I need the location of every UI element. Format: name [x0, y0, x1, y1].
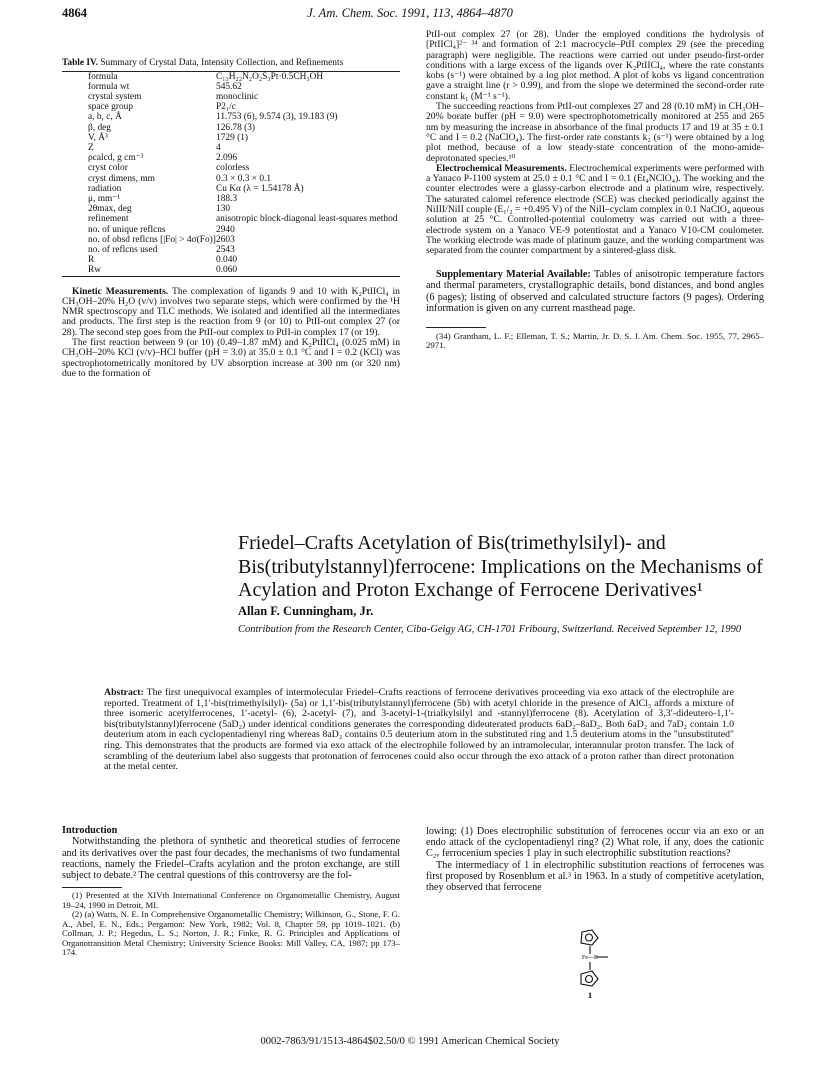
journal-header: J. Am. Chem. Soc. 1991, 113, 4864–4870	[307, 6, 513, 20]
intro-right-paragraph-2: The intermediacy of 1 in electrophilic substitution reactions of ferrocenes was first proposed by Rosenblum et al.³ in 1963. In a study of competitive acetylation, they observed that ferrocene	[426, 859, 764, 894]
table-row	[62, 163, 400, 173]
table-row-value: 0.060	[216, 265, 238, 276]
table-row-label: ρcalcd, g cm⁻³	[88, 153, 144, 164]
table-row	[62, 112, 400, 122]
bottom-cp-ring	[581, 971, 598, 986]
abstract-text: The first unequivocal examples of intermolecular Friedel–Crafts reactions of ferrocene derivatives proceeding via exo attack of the electrophile are reported. Treatment of 1,1′-bis(trimethylsilyl)- (5a) or 1,1′-bis(tributylstannyl)ferrocene (5b) with acetyl chloride in the presence of AlCl₃ affords a mixture of three isomeric acetylferrocenes, 1′-acetyl- (6), 2-acetyl- (7), and 3-acetyl-1-(trialkylsilyl and -stannyl)ferrocene (8). Acetylation of 3,3′-dideutero-1,1′-bis(tributylstannyl)ferrocene (5aD₂) under identical conditions generates the corresponding dideuterated products 6aD₂–8aD₂. Both 6aD₂ and 7aD₂ contain 1.0 deuterium atom in each cyclopentadienyl ring whereas 8aD₂ contains 0.5 deuterium atom in the substituted ring and 1.5 deuterium atoms in the "unsubstituted" ring. This demonstrates that the products are formed via exo attack of the electrophile followed by an intramolecular, interannular proton transfer. The lack of scrambling of the deuterium label also suggests that protonation of ferrocenes could also occur through the exo attack of a proton rather than direct protonation at the metal center.	[104, 687, 734, 773]
table-row-label: Z	[88, 142, 94, 153]
article-author: Allan F. Cunningham, Jr.	[238, 604, 374, 618]
table-row-value: 2940	[216, 224, 235, 235]
table-row	[62, 255, 400, 265]
intro-paragraph-1: Notwithstanding the plethora of synthetic and theoretical studies of ferrocene and its derivatives over the past four decades, the mechanisms of two fundamental reactions, namely the Friedel–Crafts acylation and the proton exchange, are still subject to debate.² The central questions of this controversy are the fol-	[62, 836, 400, 881]
table-row-value: colorless	[216, 163, 250, 174]
table-row-label: formula	[88, 71, 118, 82]
kinetic-paragraph-2: The first reaction between 9 (or 10) (0.49–1.87 mM) and K₂PtIICl₄ (0.025 mM) in CH₃OH–20% KCl (v/v)–HCl buffer (pH = 3.0) at 35.0 ± 0.1 °C and I = 0.2 (KCl) was spectrophotometrically monitored by UV absorption increase at 300 nm (or 320 nm) due to the formation of	[62, 337, 400, 379]
table-row	[62, 265, 400, 275]
table-row	[62, 72, 400, 82]
supp-paragraph: Tables of anisotropic temperature factors and thermal parameters, crystallographic details, bond distances, and bond angles (6 pages); listing of observed and calculated structure factors (9 pages). Ordering information is given on any current masthead page.	[426, 268, 764, 315]
abstract	[104, 688, 734, 773]
intro-right-paragraph-1: lowing: (1) Does electrophilic substitution of ferrocenes occur via an exo or an endo attack of the cyclopentadienyl ring? (2) What role, if any, does the cationic C₂ᵥ ferrocenium species 1 play in such electrophilic substitution reactions?	[426, 826, 764, 860]
table-row	[62, 143, 400, 153]
table-row-value: 126.78 (3)	[216, 122, 256, 133]
kinetic-heading: Kinetic Measurements.	[72, 285, 169, 297]
article-title: Friedel–Crafts Acetylation of Bis(trimethylsilyl)- and Bis(tributylstannyl)ferrocene: Implications on the Mechanisms of Acylation and Proton Exchange of Ferrocene Derivatives¹	[238, 532, 763, 601]
supp-heading: Supplementary Material Available:	[436, 268, 591, 280]
structure-number: 1	[588, 991, 592, 1000]
table-row	[62, 225, 400, 235]
table-row-value: anisotropic block-diagonal least-squares method	[216, 214, 398, 225]
table-caption	[62, 58, 400, 69]
table-row-label: refinement	[88, 214, 129, 225]
table-row-label: Rw	[88, 265, 102, 276]
table-row-label: no. of obsd reflcns [|Fo| > 4σ(Fo)]	[88, 234, 216, 245]
table-row	[62, 82, 400, 92]
footnote-2: (2) (a) Watts, N. E. In Comprehensive Organometallic Chemistry; Wilkinson, G., Stone, F. G. A., Abel, E. N., Eds.; Pergamon: New York, 1982; Vol. 8, Chapter 59, pp 1019–1021. (b) Collman, J. P.; Hegedus, L. S.; Norton, J. R.; Finke, R. G. Principles and Applications of Organotransition Metal Chemistry; University Science Books: Mill Valley, CA, 1987; pp 173–174.	[62, 909, 400, 958]
table-row-value: 545.62	[216, 81, 242, 92]
top-ring-circle	[586, 934, 593, 941]
table-row-label: a, b, c, Å	[88, 112, 122, 123]
table-row	[62, 153, 400, 163]
fe-e-label: Fe—E	[582, 955, 598, 961]
table-row-value: 2603	[216, 234, 235, 245]
intro-right-column	[426, 826, 764, 893]
table-bottom-rule	[62, 276, 400, 277]
table-row-value: 0.3 × 0.3 × 0.1	[216, 173, 272, 184]
table-row	[62, 184, 400, 194]
table-row-label: cryst color	[88, 163, 128, 174]
footnote-1: (1) Presented at the XIVth International Conference on Organometallic Chemistry, August 19–24, 1990 in Detroit, MI.	[62, 890, 400, 910]
table-row	[62, 194, 400, 204]
table-row	[62, 92, 400, 102]
table-row-label: radiation	[88, 183, 122, 194]
table-row-value: P2₁/c	[216, 102, 236, 113]
echem-heading: Electrochemical Measurements.	[436, 162, 567, 174]
table-row-value: 1729 (1)	[216, 132, 249, 143]
left-column	[62, 58, 400, 379]
table-row-value: 2543	[216, 244, 235, 255]
abstract-heading: Abstract:	[104, 687, 144, 698]
table-row-value: Cu Kα (λ = 1.54178 Å)	[216, 183, 304, 194]
table-row-label: cryst dimens, mm	[88, 173, 155, 184]
table-row	[62, 174, 400, 184]
kinetic-paragraph-1: The complexation of ligands 9 and 10 with K₂PtIICl₄ in CH₃OH–20% H₂O (v/v) involves two separate steps, which were confirmed by the ¹H NMR spectroscopy and TLC methods. We isolated and identified all the intermediates and products. The first step is the reaction from 9 (or 10) to PtII-out complex 27 (or 28). The second step goes from the PtII-out complex to PtII-in complex 17 (or 19).	[62, 285, 400, 338]
table-row	[62, 102, 400, 112]
table-row-label: crystal system	[88, 91, 142, 102]
table-row-label: formula wt	[88, 81, 130, 92]
table-row	[62, 133, 400, 143]
table-row-value: 188.3	[216, 193, 238, 204]
intro-heading: Introduction	[62, 825, 118, 836]
table-row-label: space group	[88, 102, 134, 113]
page-footer: 0002-7863/91/1513-4864$02.50/0 © 1991 American Chemical Society	[260, 1036, 560, 1047]
article-affiliation: Contribution from the Research Center, Ciba-Geigy AG, CH-1701 Fribourg, Switzerland. Received September 12, 1990	[238, 624, 742, 635]
table-row-value: 11.753 (6), 9.574 (3), 19.183 (9)	[216, 112, 338, 123]
table-row	[62, 123, 400, 133]
right-paragraph-2: The succeeding reactions from PtII-out complexes 27 and 28 (0.10 mM) in CH₃OH–20% borate buffer (pH = 9.0) were spectrophotometrically monitored at 255 and 265 nm by measuring the increase in absorbance of the final products 17 and 19 at 35 ± 0.1 °C and I = 0.2 (NaClO₄). The first-order rate constants k₂ (s⁻¹) were obtained by a log plot method, because of a low steady-state concentration of the mono-amide-deprotonated species.¹⁰	[426, 101, 764, 164]
table-row-label: V, Å³	[88, 132, 108, 143]
table-row-value: 4	[216, 142, 221, 153]
table-row	[62, 235, 400, 245]
top-cp-ring	[581, 930, 598, 945]
table-title: Summary of Crystal Data, Intensity Collection, and Refinements	[100, 58, 344, 68]
table-row-label: no. of unique reflcns	[88, 224, 166, 235]
table-row-label: R	[88, 255, 95, 266]
table-row-value: 0.040	[216, 255, 238, 266]
table-row-label: no. of reflcns used	[88, 244, 158, 255]
table-row-value: 130	[216, 204, 231, 215]
table-row-label: μ, mm⁻¹	[88, 193, 121, 204]
table-row-value: C₁₃H₂₂N₂O₂S₃Pt·0.5CH₃OH	[216, 71, 324, 82]
table-row	[62, 204, 400, 214]
echem-paragraph: Electrochemical experiments were performed with a Yanaco P-1100 system at 25.0 ± 0.1 °C and I = 0.1 (Et₄NClO₄). The working and the counter electrodes were a glassy-carbon electrode and a platinum wire, respectively. The saturated calomel reference electrode (SCE) was checked periodically against the NiIII/NiII couple (E₁/₂ = +0.495 V) of the NiII–cyclam complex in 0.1 NaClO₄ aqueous solution at 25 °C. Controlled-potential coulometry was carried out with a three-electrode system on a Yanaco VE-9 potentiostat and a Yanaco V10-CM coulometer. The working electrode was made of platinum gauze, and the working compartment was separated from the counter compartment by a sintered-glass disk.	[426, 162, 764, 257]
page-number: 4864	[62, 6, 87, 20]
table-row	[62, 214, 400, 224]
right-column	[426, 30, 764, 351]
footnote-rule	[426, 327, 486, 328]
right-paragraph-1: PtII-out complex 27 (or 28). Under the employed conditions the hydrolysis of [PtIICl₄]²⁻ ³⁴ and formation of 2:1 macrocycle–PtII complex 29 (see the preceding paragraph) were negligible. The reactions were carried out under pseudo-first-order conditions with a large excess of the ligands over K₂PtIICl₄, where the rate constants kobs (s⁻¹) were obtained by a log plot method. A plot of kobs vs ligand concentration gave a straight line (r > 0.99), and from the slope we determined the second-order rate constant k₁ (M⁻¹ s⁻¹).	[426, 29, 764, 102]
table-row-label: β, deg	[88, 122, 111, 133]
table-label: Table IV.	[62, 58, 98, 68]
reference-34: (34) Grantham, L. F.; Elleman, T. S.; Martin, Jr. D. S. J. Am. Chem. Soc. 1955, 77, 2965–2971.	[426, 330, 764, 351]
table-row-label: 2θmax, deg	[88, 204, 132, 215]
intro-footnote-rule	[62, 887, 122, 888]
ferrocenium-structure-diagram	[568, 928, 628, 1000]
table-row-value: monoclinic	[216, 91, 259, 102]
bottom-ring-circle	[586, 976, 593, 983]
intro-left-column	[62, 826, 400, 958]
table-row-value: 2.096	[216, 153, 238, 164]
crystal-data-table	[62, 72, 400, 276]
table-row	[62, 245, 400, 255]
